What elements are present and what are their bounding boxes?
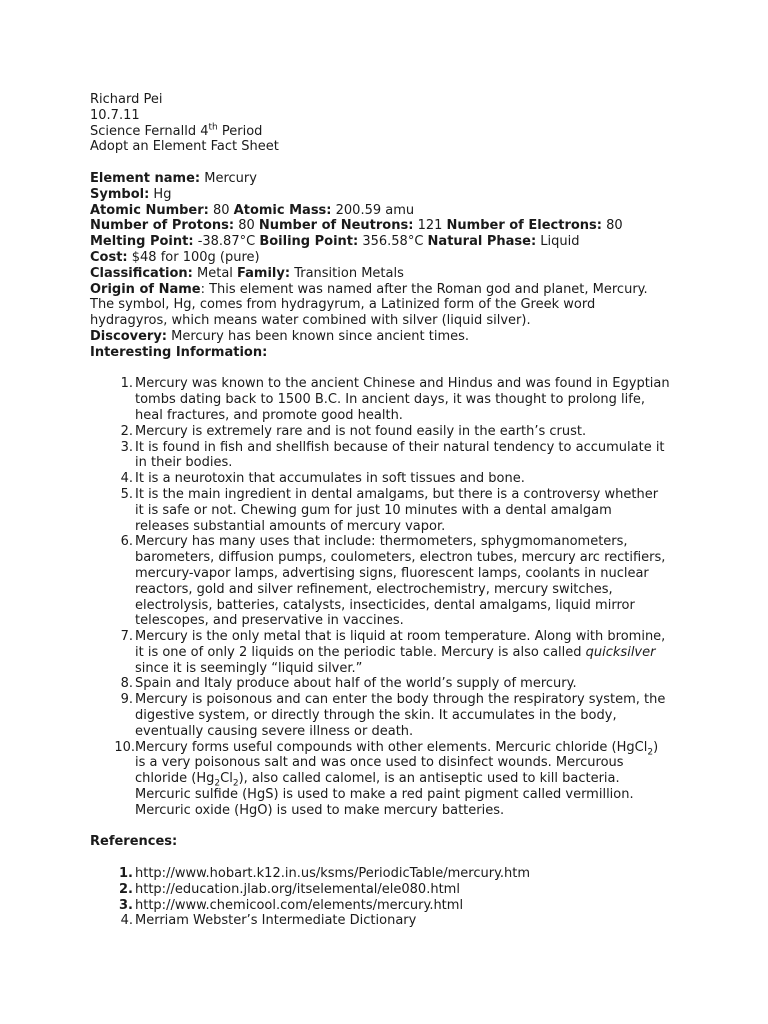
fact-cost: Cost: $48 for 100g (pure) bbox=[90, 249, 260, 265]
class-period: Science Fernalld 4th Period bbox=[90, 122, 263, 139]
reference-link[interactable]: http://www.hobart.k12.in.us/ksms/PeriodicTable/mercury.htm bbox=[135, 866, 531, 882]
list-item: 9. Mercury is poisonous and can enter the body through the respiratory system, the digestive system, or directly through the skin. It accumulates in the body, eventually causing severe illness or death. bbox=[120, 692, 666, 739]
references-list bbox=[90, 866, 690, 929]
quicksilver-term: quicksilver bbox=[585, 644, 656, 660]
list-item: 5. It is the main ingredient in dental amalgams, but there is a controversy whether it is safe or not. Chewing gum for just 10 minutes with a dental amalgam releases substantial amounts of mercury vapor. bbox=[120, 486, 659, 534]
interesting-info-list bbox=[90, 376, 690, 818]
list-item: 10. Mercury forms useful compounds with other elements. Mercuric chloride (HgCl$_2$) is a very poisonous salt and was once used to disinfect wounds. Mercurous chloride $(Hg_2Cl_2)$, also called calomel, is an antiseptic used to kill bacteria. Mercuric sulfide (HgS) is used to make a red paint pigment called vermillion. Mercuric oxide (HgO) is used to make mercury batteries. bbox=[114, 739, 659, 818]
reference-link[interactable]: http://www.chemicool.com/elements/mercury.html bbox=[135, 897, 464, 913]
references-heading: References: bbox=[90, 834, 178, 850]
reference-item: 4. Merriam Webster’s Intermediate Dictionary bbox=[90, 913, 690, 929]
fact-symbol: Symbol: Hg bbox=[90, 186, 172, 202]
reference-link[interactable]: http://education.jlab.org/itselemental/ele080.html bbox=[135, 881, 460, 897]
reference-text: Merriam Webster’s Intermediate Dictionary bbox=[135, 913, 417, 929]
list-item: 1. Mercury was known to the ancient Chinese and Hindus and was found in Egyptian tombs dating back to 1500 B.C. In ancient days, it was thought to prolong life, heal fractures, and promote good health. bbox=[120, 376, 670, 423]
fact-points: Melting Point: -38.87°C Boiling Point: 356.58°C Natural Phase: Liquid bbox=[90, 234, 580, 250]
list-item: 6. Mercury has many uses that include: thermometers, sphygmomanometers, barometers, diffusion pumps, coulometers, electron tubes, mercury arc rectifiers, mercury-vapor lamps, advertising signs, fluorescent lamps, coolants in nuclear reactors, gold and silver refinement, electrochemistry, mercury switches, electrolysis, batteries, catalysts, insecticides, dental amalgams, liquid mirror telescopes, and preservative in vaccines. bbox=[120, 534, 666, 629]
fact-origin-cont: hydragyros, which means water combined with silver (liquid silver). bbox=[90, 313, 531, 329]
facts-block bbox=[90, 171, 690, 361]
fact-origin: Origin of Name: This element was named after the Roman god and planet, Mercury. bbox=[90, 281, 648, 297]
fact-discovery: Discovery: Mercury has been known since ancient times. bbox=[90, 328, 470, 344]
fact-element-name: Element name: Mercury bbox=[90, 170, 257, 186]
list-item: 2. Mercury is extremely rare and is not found easily in the earth’s crust. bbox=[120, 423, 587, 439]
list-item: 7. Mercury is the only metal that is liquid at room temperature. Along with bromine, it is one of only 2 liquids on the periodic table. Mercury is also called quicksilver since it is seemingly “liquid silver.” bbox=[120, 629, 666, 676]
list-item: 8. Spain and Italy produce about half of the world’s supply of mercury. bbox=[120, 676, 577, 692]
fact-sheet-page bbox=[90, 92, 690, 929]
author-name: Richard Pei bbox=[90, 92, 163, 107]
fact-atomic: Atomic Number: 80 Atomic Mass: 200.59 amu bbox=[90, 202, 415, 218]
header-block bbox=[90, 92, 690, 155]
document-date: 10.7.11 bbox=[90, 107, 140, 123]
fact-particles: Number of Protons: 80 Number of Neutrons: 121 Number of Electrons: 80 bbox=[90, 218, 623, 234]
fact-origin-cont: The symbol, Hg, comes from hydragyrum, a Latinized form of the Greek word bbox=[90, 297, 596, 313]
reference-item: 2. http://education.jlab.org/itselemental/ele080.html bbox=[90, 882, 690, 898]
document-title: Adopt an Element Fact Sheet bbox=[90, 139, 279, 155]
interesting-info-heading: Interesting Information: bbox=[90, 344, 268, 360]
list-item: 4. It is a neurotoxin that accumulates in soft tissues and bone. bbox=[120, 471, 525, 487]
fact-classification: Classification: Metal Family: Transition Metals bbox=[90, 265, 404, 281]
reference-item: 1. http://www.hobart.k12.in.us/ksms/PeriodicTable/mercury.htm bbox=[90, 866, 690, 882]
reference-item: 3. http://www.chemicool.com/elements/mercury.html bbox=[90, 898, 690, 914]
list-item: 3. It is found in fish and shellfish because of their natural tendency to accumulate it in their bodies. bbox=[120, 439, 665, 471]
